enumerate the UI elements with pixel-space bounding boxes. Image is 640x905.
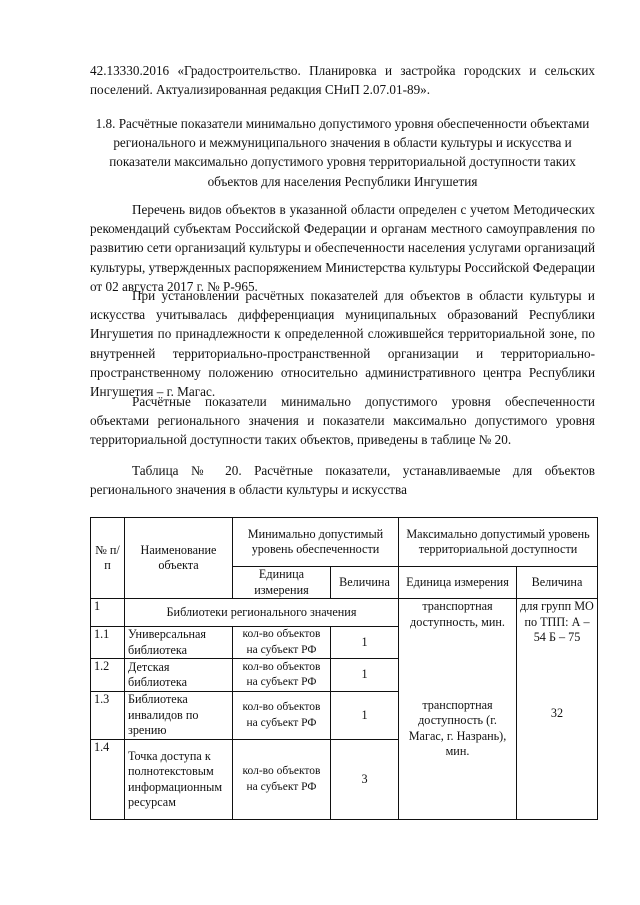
row-name: Библиотека инвалидов по зрению [125, 692, 233, 740]
paragraph-2: При установлении расчётных показателей для объектов в области культуры и искусства учитывалась дифференциация муниципальных образований Республики Ингушетия по принадлежности к определенной сложившейся территориальной зоне, по внутренней территориально-пространственной организации и территориально-пространственному положению относительно административного центра Республики Ингушетия – г. Магас. [90, 288, 595, 400]
header-max-group: Максимально допустимый уровень территориальной доступности [399, 518, 598, 567]
row-value: 1 [331, 627, 399, 659]
access-unit-bottom: транспортная доступность (г. Магас, г. Назрань), мин. [399, 692, 517, 820]
section-num: 1 [91, 599, 125, 627]
row-unit: кол-во объектов на субъект РФ [233, 659, 331, 692]
header-name: Наименование объекта [125, 518, 233, 599]
row-name: Точка доступа к полнотекстовым информационным ресурсам [125, 740, 233, 820]
row-value: 1 [331, 692, 399, 740]
row-unit: кол-во объектов на субъект РФ [233, 627, 331, 659]
header-num: № п/п [91, 518, 125, 599]
access-value-bottom: 32 [517, 692, 598, 820]
table-header-row [91, 518, 598, 567]
access-value-top: для групп МО по ТПП: А – 54 Б – 75 [517, 599, 598, 692]
header-unit-2: Единица измерения [399, 567, 517, 599]
paragraph-1: Перечень видов объектов в указанной области определен с учетом Методических рекомендаций субъектам Российской Федерации и органам местного самоуправления по развитию сети организаций культуры и обеспеченности населения услугами организаций культуры, утвержденных распоряжением Министерства культуры Российской Федерации от 02 августа 2017 г. № Р-965. [90, 202, 595, 294]
header-value: Величина [331, 567, 399, 599]
row-unit: кол-во объектов на субъект РФ [233, 692, 331, 740]
header-value-2: Величина [517, 567, 598, 599]
row-value: 3 [331, 740, 399, 820]
row-num: 1.2 [91, 659, 125, 692]
section-name: Библиотеки регионального значения [125, 599, 399, 627]
table-row [91, 692, 598, 740]
table-section-row [91, 599, 598, 627]
paragraph-3: Расчётные показатели минимально допустимого уровня обеспеченности объектами регионального значения и показатели максимально допустимого уровня территориальной доступности таких объектов, приведены в таблице № 20. [90, 394, 595, 448]
section-heading: 1.8. Расчётные показатели минимально допустимого уровня обеспеченности объектами регионального и межмуниципального значения в области культуры и искусства и показатели максимально допустимого уровня территориальной доступности таких объектов для населения Республики Ингушетия [95, 116, 590, 189]
row-name: Детская библиотека [125, 659, 233, 692]
table-caption: Таблица № 20. Расчётные показатели, устанавливаемые для объектов регионального значения в области культуры и искусства [90, 463, 595, 498]
indicators-table [90, 517, 598, 820]
row-num: 1.4 [91, 740, 125, 820]
intro-text: 42.13330.2016 «Градостроительство. Планировка и застройка городских и сельских поселений. Актуализированная редакция СНиП 2.07.01-89». [90, 63, 595, 98]
access-unit-top: транспортная доступность, мин. [399, 599, 517, 692]
header-unit: Единица измерения [233, 567, 331, 599]
row-unit: кол-во объектов на субъект РФ [233, 740, 331, 820]
row-name: Универсальная библиотека [125, 627, 233, 659]
row-num: 1.1 [91, 627, 125, 659]
row-num: 1.3 [91, 692, 125, 740]
header-min-group: Минимально допустимый уровень обеспеченности [233, 518, 399, 567]
row-value: 1 [331, 659, 399, 692]
